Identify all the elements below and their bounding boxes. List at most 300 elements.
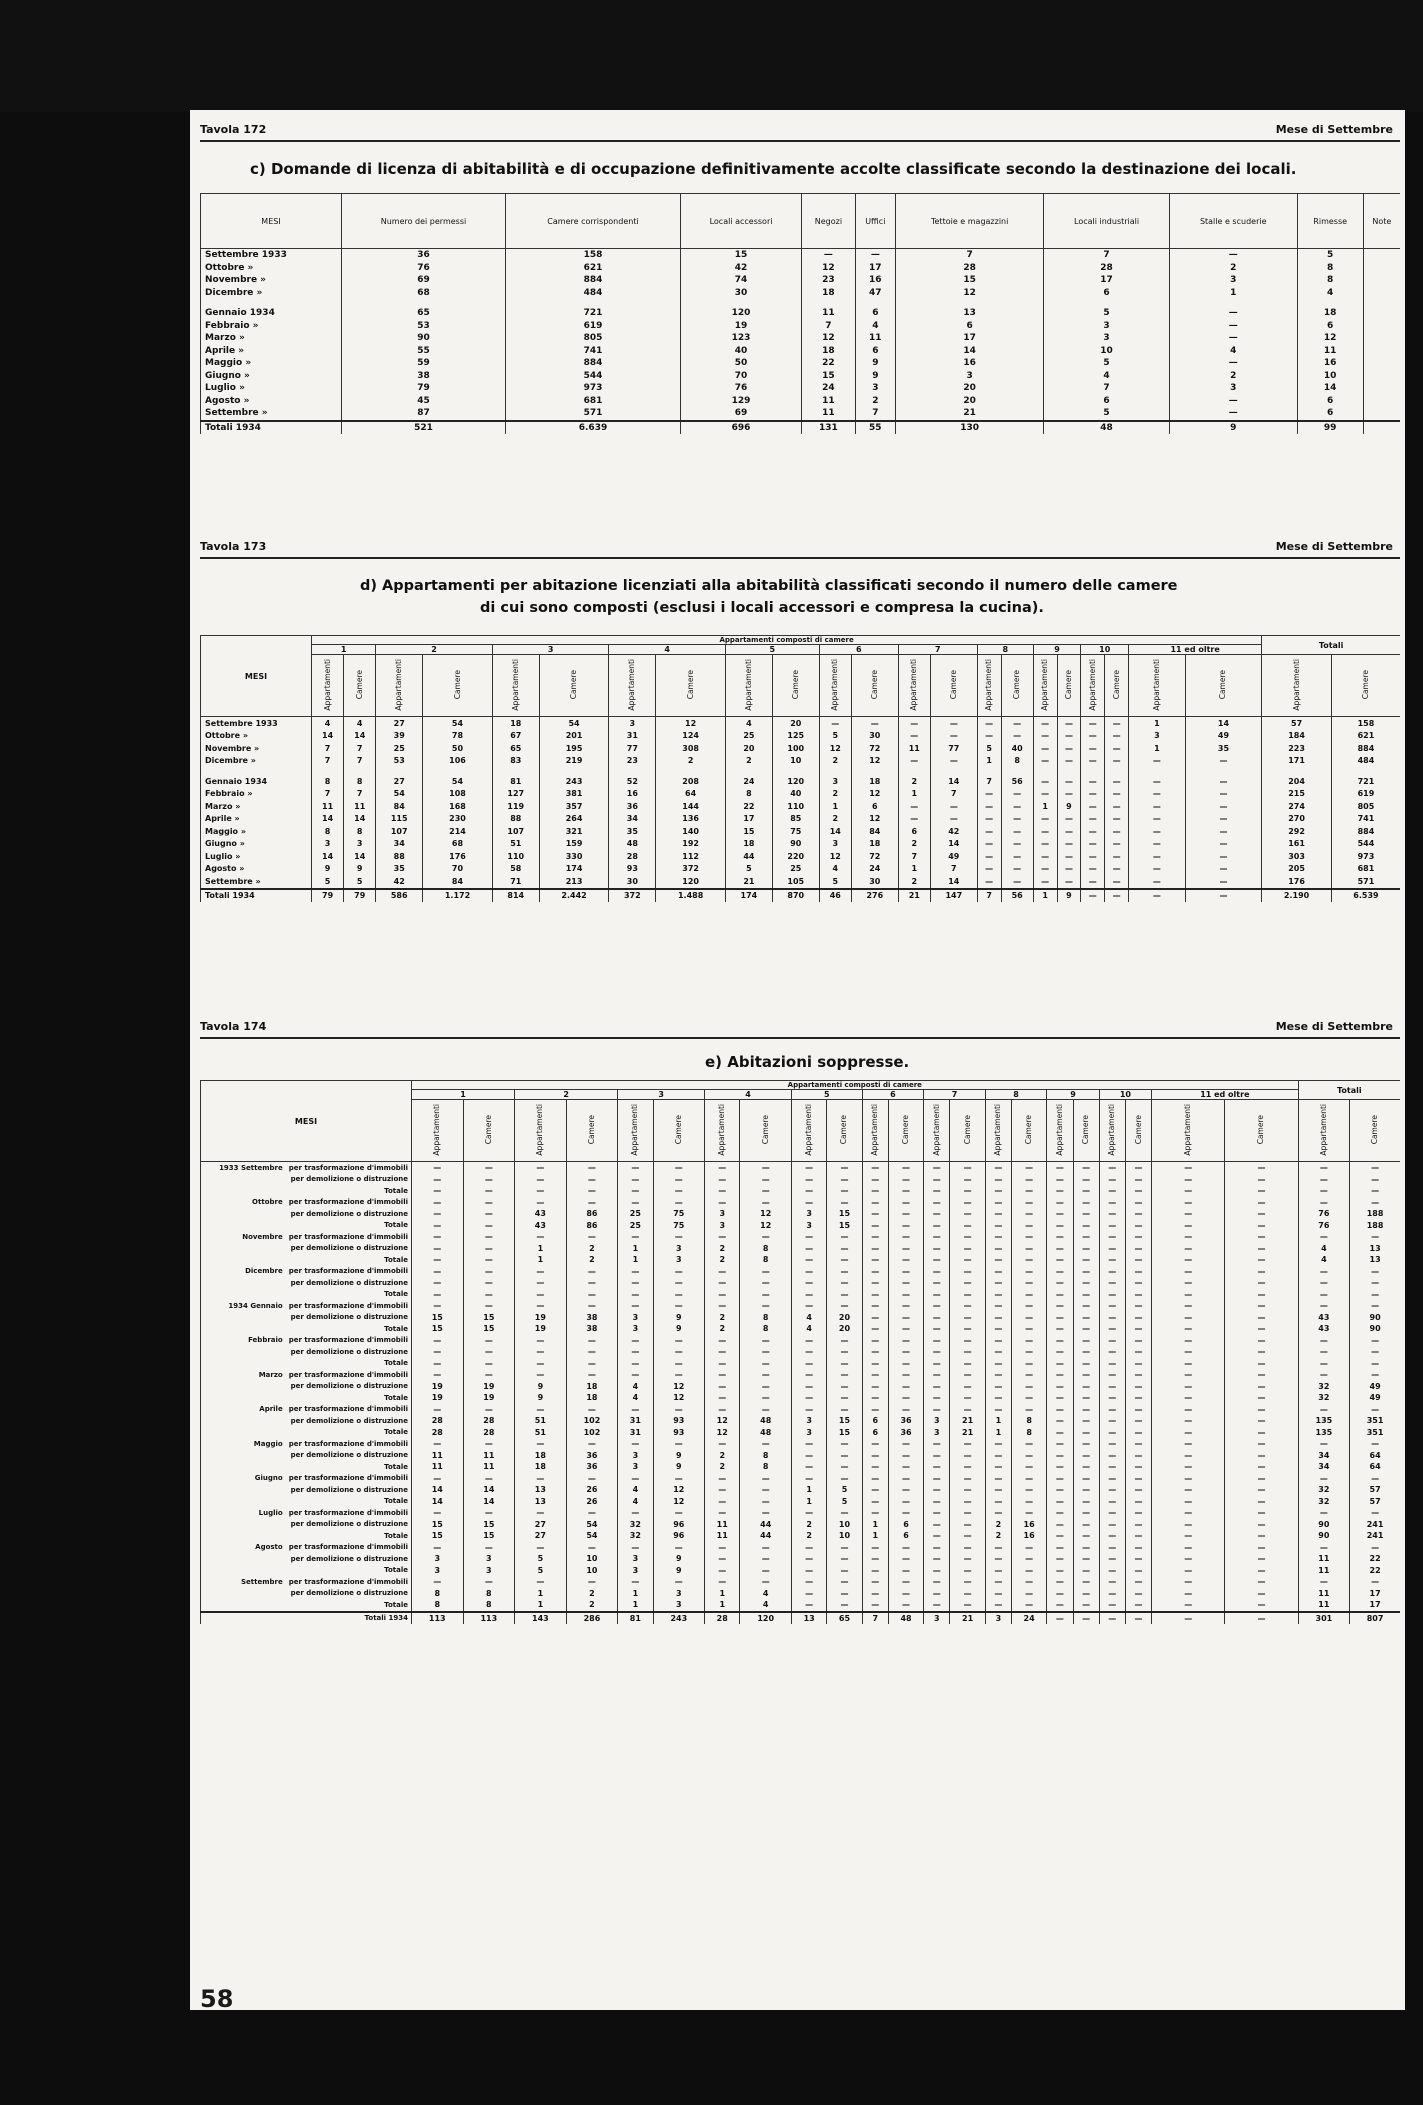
value-cell: 36 [888,1415,923,1427]
value-cell: — [950,1174,985,1186]
table-row [201,407,1401,421]
value-cell: — [1047,1530,1073,1542]
sub-label: Totale [384,1393,408,1402]
value-cell: — [618,1438,653,1450]
sub-label: Appartamenti [984,658,994,711]
sub-label: per demolizione o distruzione [290,1278,408,1287]
value-cell: 11 [344,800,376,813]
total-row [201,421,1401,435]
row-label [201,1450,412,1462]
sub-label: Totale [384,1428,408,1437]
value-cell: 120 [681,307,802,320]
value-cell: — [1047,1588,1073,1600]
value-cell: 1 [1169,287,1297,300]
value-cell: — [1152,1450,1225,1462]
value-cell: — [1073,1530,1099,1542]
value-cell: — [1169,332,1297,345]
value-cell: 8 [740,1254,792,1266]
value-cell: — [1011,1220,1046,1232]
value-cell: — [1047,1243,1073,1255]
total-label: Totali 1934 [201,1612,412,1625]
value-cell: — [1125,1404,1151,1416]
value-cell: — [618,1358,653,1370]
value-cell: — [1001,825,1033,838]
value-cell: — [1081,838,1105,851]
value-cell: — [950,1277,985,1289]
value-cell: — [705,1576,740,1588]
value-cell: — [1073,1473,1099,1485]
value-cell: 9 [653,1323,705,1335]
value-cell: — [862,1542,888,1554]
value-cell: — [653,1300,705,1312]
value-cell: — [1225,1507,1298,1519]
value-cell: — [412,1254,464,1266]
value-cell: — [888,1438,923,1450]
value-cell: — [740,1174,792,1186]
value-cell: — [827,1542,862,1554]
value-cell: — [740,1576,792,1588]
total-row [201,1612,1401,1625]
value-cell: — [1225,1185,1298,1197]
value-cell: 3 [312,838,344,851]
value-cell: — [1152,1300,1225,1312]
value-cell: 188 [1350,1208,1400,1220]
value-cell: — [862,1277,888,1289]
value-cell: 42 [930,825,977,838]
total-value: — [1081,889,1105,903]
value-cell: — [1011,1243,1046,1255]
value-cell: — [653,1197,705,1209]
value-cell: — [566,1346,618,1358]
value-cell: — [791,1450,826,1462]
total-label: Totali 1934 [201,421,342,435]
value-cell: — [1225,1461,1298,1473]
value-cell: — [740,1496,792,1508]
value-cell: — [740,1335,792,1347]
value-cell: 18 [851,838,898,851]
value-cell: 5 [312,875,344,889]
value-cell: 81 [492,775,539,788]
value-cell: — [566,1277,618,1289]
value-cell: — [1099,1484,1125,1496]
table-row [201,1542,1401,1554]
value-cell: 71 [492,875,539,889]
sub-label: Appartamenti [1087,658,1097,711]
value-cell: — [827,1231,862,1243]
value-cell: — [1047,1266,1073,1278]
value-cell: 54 [566,1519,618,1531]
value-cell: 484 [505,287,680,300]
table-row [201,1461,1401,1473]
value-cell: — [463,1254,515,1266]
row-label [201,1542,412,1554]
value-cell: 805 [1331,800,1400,813]
total-value: 113 [463,1612,515,1625]
value-cell: 6 [862,1427,888,1439]
value-cell: 2 [791,1519,826,1531]
value-cell: — [985,1473,1011,1485]
value-cell: — [1033,742,1057,755]
value-cell: — [791,1254,826,1266]
value-cell: — [1047,1438,1073,1450]
value-cell: 5 [515,1553,567,1565]
value-cell: 39 [376,730,423,743]
value-cell: — [791,1576,826,1588]
value-cell: — [888,1220,923,1232]
value-cell: — [985,1185,1011,1197]
value-cell: — [924,1220,950,1232]
value-cell: — [740,1266,792,1278]
value-cell: 102 [566,1415,618,1427]
header-cell: Tettoie e magazzini [895,194,1044,249]
value-cell: — [1047,1162,1073,1174]
value-cell: — [1073,1220,1099,1232]
value-cell: 35 [609,825,656,838]
value-cell: — [1081,775,1105,788]
header-cell: Locali industriali [1044,194,1169,249]
value-cell: — [1099,1231,1125,1243]
total-value: 9 [1057,889,1081,903]
row-label [201,1358,412,1370]
value-cell: 241 [1350,1530,1400,1542]
value-cell: 3 [791,1208,826,1220]
value-cell: — [862,1392,888,1404]
sub-label: per demolizione o distruzione [290,1589,408,1598]
value-cell: 2 [898,875,930,889]
value-cell: — [1185,825,1262,838]
value-cell: 2 [819,788,851,801]
value-cell: 18 [802,345,856,358]
value-cell: — [1298,1369,1350,1381]
value-cell: — [1073,1289,1099,1301]
value-cell: — [412,1300,464,1312]
value-cell: — [950,1346,985,1358]
table-row [201,1231,1401,1243]
value-cell: — [827,1335,862,1347]
value-cell: 7 [802,320,856,333]
value-cell: — [1350,1473,1400,1485]
value-cell: 15 [412,1530,464,1542]
value-cell: 40 [1001,742,1033,755]
value-cell: 129 [681,395,802,408]
value-cell: 330 [539,850,609,863]
value-cell: — [985,1381,1011,1393]
table-row [201,788,1401,801]
value-cell: — [924,1312,950,1324]
note-cell [1363,345,1400,358]
value-cell: 3 [924,1427,950,1439]
table-row [201,838,1401,851]
value-cell: — [463,1438,515,1450]
total-value: 99 [1297,421,1363,435]
value-cell: — [1125,1197,1151,1209]
value-cell: 54 [423,717,493,730]
month-name: Marzo [258,1370,283,1379]
sub-header [1057,655,1081,717]
value-cell: 16 [855,274,895,287]
sub-label: Appartamenti [717,1103,727,1156]
value-cell: 11 [1298,1588,1350,1600]
value-cell: — [791,1300,826,1312]
value-cell: 7 [977,775,1001,788]
value-cell: — [1011,1392,1046,1404]
sub-header [950,1100,985,1162]
value-cell: — [1169,395,1297,408]
value-cell: — [1152,1220,1225,1232]
sub-header [888,1100,923,1162]
value-cell: — [1350,1266,1400,1278]
value-cell: 8 [725,788,772,801]
value-cell: 264 [539,813,609,826]
value-cell: — [827,1576,862,1588]
value-cell: — [862,1576,888,1588]
value-cell: 308 [656,742,726,755]
value-cell: — [1129,800,1186,813]
sub-label: per demolizione o distruzione [290,1520,408,1529]
value-cell: — [1225,1599,1298,1612]
value-cell: — [653,1231,705,1243]
value-cell: 12 [851,788,898,801]
value-cell: — [1225,1565,1298,1577]
value-cell: 25 [618,1220,653,1232]
table-row [201,249,1401,262]
value-cell: — [1099,1162,1125,1174]
row-label [201,1404,412,1416]
sub-label: Totale [384,1221,408,1230]
value-cell: — [463,1473,515,1485]
sub-header [1152,1100,1225,1162]
value-cell: — [412,1335,464,1347]
value-cell: 8 [740,1323,792,1335]
value-cell: 7 [1044,382,1169,395]
row-label [201,1381,412,1393]
sub-header [312,655,344,717]
value-cell: — [1011,1461,1046,1473]
value-cell: 4 [1298,1254,1350,1266]
value-cell: — [888,1553,923,1565]
value-cell: — [1125,1392,1151,1404]
value-cell: — [791,1231,826,1243]
value-cell: — [950,1312,985,1324]
value-cell: — [985,1174,1011,1186]
value-cell: 21 [950,1427,985,1439]
value-cell: — [851,717,898,730]
month-name: Dicembre [245,1267,283,1276]
value-cell: — [1185,755,1262,768]
sub-label: Camere [1111,669,1121,700]
value-cell: — [827,1300,862,1312]
sub-label: per demolizione o distruzione [290,1313,408,1322]
sub-label: Camere [962,1114,972,1145]
total-value: 48 [888,1612,923,1625]
sub-label: per trasformazione d'immobili [288,1198,408,1207]
value-cell: — [1125,1553,1151,1565]
value-cell: — [705,1185,740,1197]
value-cell: 14 [930,775,977,788]
value-cell: — [950,1450,985,1462]
value-cell: 1 [985,1427,1011,1439]
value-cell: — [1152,1473,1225,1485]
value-cell: — [827,1358,862,1370]
value-cell: 12 [819,742,851,755]
total-value: 521 [342,421,506,435]
sub-header [618,1100,653,1162]
value-cell: — [1225,1335,1298,1347]
value-cell: — [924,1392,950,1404]
value-cell: — [924,1496,950,1508]
value-cell: — [862,1162,888,1174]
value-cell: 15 [827,1415,862,1427]
table-row [201,850,1401,863]
value-cell: — [1057,813,1081,826]
total-value: 814 [492,889,539,903]
value-cell: — [985,1565,1011,1577]
value-cell: — [1350,1346,1400,1358]
value-cell: 1 [862,1519,888,1531]
value-cell: 18 [1297,307,1363,320]
value-cell: 17 [1044,274,1169,287]
value-cell: 4 [618,1392,653,1404]
value-cell: — [1011,1507,1046,1519]
value-cell: — [653,1473,705,1485]
value-cell: — [1099,1473,1125,1485]
value-cell: — [1125,1243,1151,1255]
value-cell: — [862,1473,888,1485]
value-cell: 17 [1350,1588,1400,1600]
value-cell: — [1073,1392,1099,1404]
value-cell: 2 [985,1519,1011,1531]
value-cell: — [950,1185,985,1197]
table-row [201,1427,1401,1439]
value-cell: — [1011,1174,1046,1186]
value-cell: — [1225,1300,1298,1312]
value-cell: — [1047,1496,1073,1508]
value-cell: 13 [895,307,1044,320]
value-cell: 884 [1331,825,1400,838]
row-label [201,1484,412,1496]
value-cell: — [985,1162,1011,1174]
total-value: 3 [985,1612,1011,1625]
value-cell: 7 [1044,249,1169,262]
value-cell: 9 [653,1312,705,1324]
value-cell: — [1152,1496,1225,1508]
row-label [201,1220,412,1232]
total-value: — [1225,1612,1298,1625]
value-cell: 68 [423,838,493,851]
value-cell: 90 [772,838,819,851]
value-cell: 17 [725,813,772,826]
value-cell: — [1099,1185,1125,1197]
value-cell: — [950,1404,985,1416]
value-cell: 11 [1298,1565,1350,1577]
value-cell: 36 [342,249,506,262]
value-cell: 49 [1350,1381,1400,1393]
sub-label: Appartamenti [1291,658,1301,711]
value-cell: — [740,1300,792,1312]
value-cell: — [1225,1197,1298,1209]
value-cell: — [1125,1335,1151,1347]
value-cell: 16 [1011,1519,1046,1531]
value-cell: — [1125,1300,1151,1312]
value-cell: — [463,1358,515,1370]
value-cell: 3 [791,1220,826,1232]
value-cell: — [1225,1266,1298,1278]
value-cell: 42 [681,262,802,275]
value-cell: 1 [977,755,1001,768]
sub-header [740,1100,792,1162]
value-cell: — [412,1542,464,1554]
value-cell: — [1073,1369,1099,1381]
value-cell: — [1152,1427,1225,1439]
value-cell: — [1152,1553,1225,1565]
value-cell: 54 [423,775,493,788]
value-cell: — [827,1473,862,1485]
value-cell: — [924,1553,950,1565]
value-cell: — [862,1220,888,1232]
value-cell: — [1225,1450,1298,1462]
value-cell: 4 [618,1496,653,1508]
value-cell: 3 [924,1415,950,1427]
sub-label: Totale [384,1531,408,1540]
value-cell: — [791,1473,826,1485]
value-cell: — [1073,1450,1099,1462]
value-cell: — [888,1576,923,1588]
table-row [201,357,1401,370]
value-cell: — [1169,249,1297,262]
total-value: 1.488 [656,889,726,903]
sub-label: Camere [354,669,364,700]
value-cell: — [1033,717,1057,730]
value-cell: — [791,1185,826,1197]
value-cell: — [1073,1254,1099,1266]
value-cell: 9 [1057,800,1081,813]
value-cell: 15 [802,370,856,383]
value-cell: — [1152,1404,1225,1416]
value-cell: — [740,1346,792,1358]
value-cell: 9 [855,357,895,370]
value-cell: — [1225,1392,1298,1404]
value-cell: 57 [1350,1484,1400,1496]
table-row [201,1277,1401,1289]
value-cell: — [1350,1277,1400,1289]
total-value: 174 [725,889,772,903]
sub-header [705,1100,740,1162]
value-cell: — [463,1335,515,1347]
sub-label: Totale [384,1290,408,1299]
value-cell: 3 [618,1553,653,1565]
value-cell: 14 [930,838,977,851]
value-cell: — [1011,1576,1046,1588]
value-cell: 2 [705,1312,740,1324]
value-cell: 2 [725,755,772,768]
value-cell: — [1152,1392,1225,1404]
sub-header [515,1100,567,1162]
value-cell: 3 [1169,382,1297,395]
value-cell: 57 [1262,717,1332,730]
group-number: 10 [1081,645,1129,655]
value-cell: 32 [1298,1381,1350,1393]
value-cell: — [412,1185,464,1197]
total-value: 7 [862,1612,888,1625]
value-cell: 25 [618,1208,653,1220]
sub-label: per trasformazione d'immobili [288,1577,408,1586]
value-cell: 22 [1350,1565,1400,1577]
value-cell: — [653,1404,705,1416]
value-cell: 11 [898,742,930,755]
total-value: 21 [950,1612,985,1625]
value-cell: — [862,1266,888,1278]
value-cell: — [985,1254,1011,1266]
